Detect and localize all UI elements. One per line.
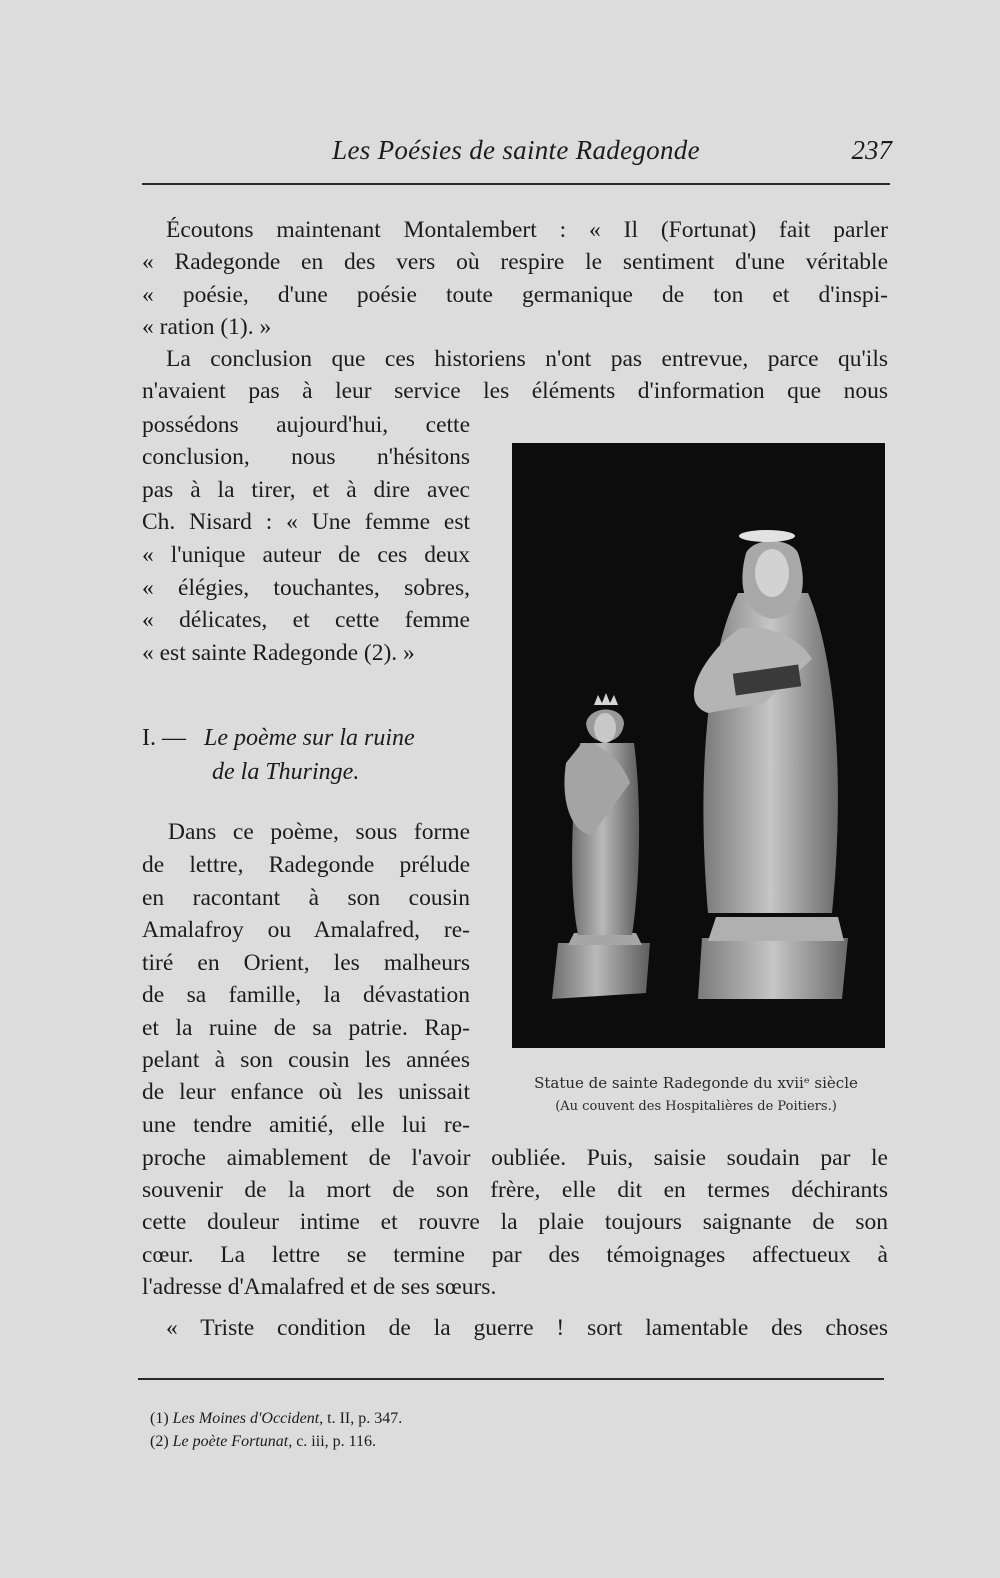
header-rule xyxy=(142,183,890,185)
text-line: « délicates, et cette femme xyxy=(142,607,470,633)
footnote-ref: c. iii, p. 116. xyxy=(296,1433,377,1450)
text-line: souvenir de la mort de son frère, elle dit en termes déchirants xyxy=(142,1177,888,1203)
text-line: Écoutons maintenant Montalembert : « Il (Fortunat) fait parler xyxy=(166,217,888,243)
statue-illustration xyxy=(512,443,885,1048)
text-line: de sa famille, la dévastation xyxy=(142,982,470,1008)
text-line: « l'unique auteur de ces deux xyxy=(142,542,470,568)
text-line: possédons aujourd'hui, cette xyxy=(142,412,470,438)
section-title-continued: de la Thuringe. xyxy=(212,759,360,785)
text-line: « Radegonde en des vers où respire le sentiment d'une véritable xyxy=(142,249,888,275)
text-line: Ch. Nisard : « Une femme est xyxy=(142,509,470,535)
text-line: de lettre, Radegonde prélude xyxy=(142,852,470,878)
text-line: n'avaient pas à leur service les éléments d'information que nous xyxy=(142,378,888,404)
large-statue xyxy=(694,530,848,999)
text-line: cœur. La lettre se termine par des témoignages affectueux à xyxy=(142,1242,888,1268)
text-line: de leur enfance où les unissait xyxy=(142,1079,470,1105)
section-title: Le poème sur la ruine xyxy=(204,725,415,751)
footnote xyxy=(150,1408,402,1430)
footnote-ref: t. II, p. 347. xyxy=(327,1410,403,1427)
running-head xyxy=(140,135,892,175)
small-statue xyxy=(552,693,650,999)
figure-caption-location: (Au couvent des Hospitalières de Poitiers.) xyxy=(555,1099,837,1114)
text-line: Dans ce poème, sous forme xyxy=(168,819,470,845)
text-line: et la ruine de sa patrie. Rap- xyxy=(142,1015,470,1041)
text-line: « Triste condition de la guerre ! sort lamentable des choses xyxy=(166,1315,888,1341)
footnote-title: Le poète Fortunat, xyxy=(172,1433,293,1450)
text-line: La conclusion que ces historiens n'ont pas entrevue, parce qu'ils xyxy=(166,346,888,372)
page-number: 237 xyxy=(851,135,892,165)
text-line: « ration (1). » xyxy=(142,314,272,340)
text-line: cette douleur intime et rouvre la plaie toujours saignante de son xyxy=(142,1209,888,1235)
footnote xyxy=(150,1431,376,1453)
text-line: « poésie, d'une poésie toute germanique de ton et d'inspi- xyxy=(142,282,888,308)
section-number: I. — xyxy=(142,725,186,751)
text-line: tiré en Orient, les malheurs xyxy=(142,950,470,976)
section-heading xyxy=(142,722,415,754)
statue-photograph xyxy=(512,443,885,1048)
text-line: en racontant à son cousin xyxy=(142,885,470,911)
text-line: « est sainte Radegonde (2). » xyxy=(142,640,415,666)
text-line: pelant à son cousin les années xyxy=(142,1047,470,1073)
text-line: Amalafroy ou Amalafred, re- xyxy=(142,917,470,943)
text-line: pas à la tirer, et à dire avec xyxy=(142,477,470,503)
footnote-number: (2) xyxy=(150,1433,169,1450)
running-title: Les Poésies de sainte Radegonde xyxy=(332,135,700,165)
text-line: « élégies, touchantes, sobres, xyxy=(142,575,470,601)
footnote-number: (1) xyxy=(150,1410,169,1427)
footnote-rule xyxy=(138,1378,884,1380)
text-line: une tendre amitié, elle lui re- xyxy=(142,1112,470,1138)
section-heading-continued xyxy=(212,756,359,788)
text-line: proche aimablement de l'avoir oubliée. Puis, saisie soudain par le xyxy=(142,1145,888,1171)
text-line: l'adresse d'Amalafred et de ses sœurs. xyxy=(142,1274,497,1300)
text-line: conclusion, nous n'hésitons xyxy=(142,444,470,470)
footnote-title: Les Moines d'Occident, xyxy=(172,1410,324,1427)
figure-caption: Statue de sainte Radegonde du xviiᵉ siècle xyxy=(534,1074,858,1092)
